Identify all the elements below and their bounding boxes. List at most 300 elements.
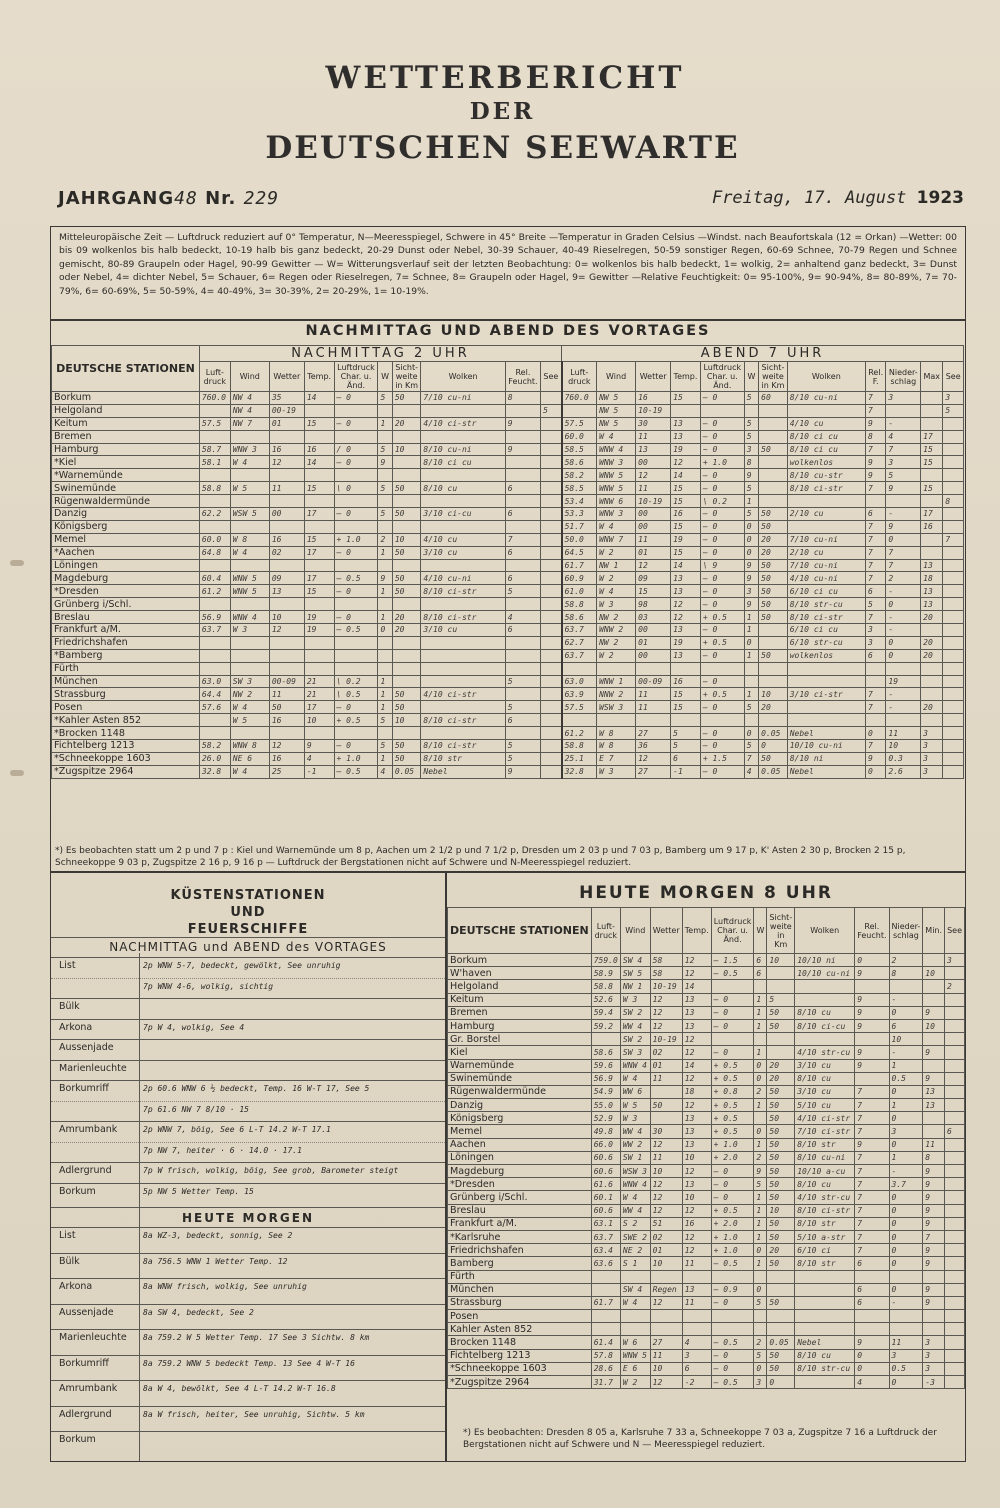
data-cell: 11 (269, 482, 304, 495)
station-name: *Bamberg (52, 649, 200, 662)
data-cell: 16 (682, 1217, 711, 1230)
data-cell: E 7 (597, 752, 636, 765)
heute-col-header: Luftdruck Char. u. Änd. (711, 908, 754, 954)
data-cell: 15 (921, 443, 943, 456)
table-row (52, 688, 964, 701)
data-cell (392, 456, 421, 469)
table-row (448, 1019, 965, 1032)
data-cell (744, 662, 758, 675)
station-name: Grünberg i/Schl. (52, 598, 200, 611)
data-cell: 12 (269, 624, 304, 637)
data-cell: 58.6 (562, 611, 597, 624)
data-cell: WNW 5 (597, 469, 636, 482)
data-cell: — 1.5 (711, 954, 754, 967)
data-cell: 01 (650, 1059, 682, 1072)
data-cell: 01 (636, 546, 671, 559)
vortag-col-header: Sicht-weite in Km (759, 362, 788, 392)
data-cell: 50 (392, 546, 421, 559)
data-cell: 19 (671, 533, 701, 546)
data-cell (945, 1376, 965, 1389)
data-cell: 6 (855, 1257, 889, 1270)
data-cell (269, 469, 304, 482)
data-cell (945, 1283, 965, 1296)
data-cell: 5 (744, 417, 758, 430)
data-cell: WNW 5 (597, 482, 636, 495)
data-cell (767, 1270, 795, 1283)
data-cell: — 0 (334, 611, 378, 624)
data-cell: 19 (671, 636, 701, 649)
data-cell (945, 1033, 965, 1046)
data-cell: 10 (923, 1019, 945, 1032)
data-cell: 50 (759, 508, 788, 521)
kuesten-row (51, 1039, 445, 1060)
data-cell: 6 (505, 508, 540, 521)
data-cell: 3 (921, 740, 943, 753)
data-cell: 4 (378, 765, 392, 778)
data-cell (421, 675, 505, 688)
data-cell: 60.6 (591, 1204, 620, 1217)
data-cell: 26.0 (199, 752, 230, 765)
data-cell: 0 (889, 1283, 923, 1296)
data-cell (541, 598, 562, 611)
data-cell (636, 714, 671, 727)
data-cell (334, 598, 378, 611)
data-cell (671, 714, 701, 727)
data-cell (886, 404, 921, 417)
data-cell: 5/10 cu (795, 1099, 855, 1112)
data-cell: 50 (650, 1099, 682, 1112)
data-cell: 6/10 str-cu (787, 636, 865, 649)
data-cell: 58.2 (562, 469, 597, 482)
data-cell: 13 (671, 430, 701, 443)
data-cell (421, 520, 505, 533)
data-cell: 16 (269, 714, 304, 727)
data-cell: 11 (636, 701, 671, 714)
data-cell: — 0 (334, 740, 378, 753)
data-cell: 8/10 cu-str (787, 469, 865, 482)
data-cell: 7 (923, 1230, 945, 1243)
kuesten-station-name: Amrumbank (59, 1124, 118, 1135)
data-cell: 0.05 (759, 727, 788, 740)
table-row (448, 980, 965, 993)
data-cell (541, 701, 562, 714)
data-cell: 1 (889, 1059, 923, 1072)
data-cell: 8/10 str (795, 1217, 855, 1230)
station-name: Swinemünde (448, 1072, 592, 1085)
data-cell (759, 624, 788, 637)
data-cell: SW 2 (620, 1033, 650, 1046)
table-row (52, 456, 964, 469)
kuesten-observation: 2p WNW 5-7, bedeckt, gewölkt, See unruhig (143, 961, 341, 970)
data-cell: 1 (744, 495, 758, 508)
data-cell: 8/10 str-cu (787, 598, 865, 611)
data-cell: 0 (886, 636, 921, 649)
data-cell: + 0.5 (711, 1204, 754, 1217)
data-cell: 5 (378, 740, 392, 753)
data-cell (230, 495, 269, 508)
data-cell: 00 (636, 508, 671, 521)
data-cell: 8/10 str (795, 1138, 855, 1151)
data-cell: 5 (378, 392, 392, 405)
data-cell: 63.9 (562, 688, 597, 701)
data-cell: W 2 (597, 649, 636, 662)
vortag-col-header: Wolken (787, 362, 865, 392)
data-cell: 1 (754, 1191, 767, 1204)
data-cell (541, 508, 562, 521)
data-cell (505, 598, 540, 611)
data-cell (855, 1323, 889, 1336)
data-cell: 8 (505, 392, 540, 405)
data-cell: 17 (304, 508, 334, 521)
data-cell: 7/10 cu-ni (787, 533, 865, 546)
data-cell: Nebel (795, 1336, 855, 1349)
data-cell: 16 (269, 443, 304, 456)
table-row (52, 701, 964, 714)
data-cell: 13 (682, 1112, 711, 1125)
data-cell: 10 (304, 714, 334, 727)
data-cell (945, 1362, 965, 1375)
data-cell: 2 (378, 533, 392, 546)
data-cell: 12 (682, 1165, 711, 1178)
data-cell (304, 662, 334, 675)
data-cell: 50 (767, 1257, 795, 1270)
data-cell: 7 (865, 688, 885, 701)
table-row (52, 430, 964, 443)
data-cell (945, 1191, 965, 1204)
data-cell (505, 662, 540, 675)
data-cell: 9 (865, 417, 885, 430)
data-cell (541, 727, 562, 740)
data-cell: 50 (767, 1362, 795, 1375)
data-cell (943, 649, 964, 662)
station-name: Keitum (448, 993, 592, 1006)
data-cell (591, 1310, 620, 1323)
data-cell (945, 1151, 965, 1164)
data-cell: 1 (754, 1257, 767, 1270)
data-cell (378, 559, 392, 572)
date-year: 1923 (916, 188, 964, 208)
data-cell: 57.5 (562, 701, 597, 714)
data-cell: 58.9 (591, 967, 620, 980)
data-cell (421, 649, 505, 662)
data-cell: 7 (855, 1217, 889, 1230)
data-cell: 0 (889, 1376, 923, 1389)
data-cell: 3 (923, 1362, 945, 1375)
table-row (448, 1046, 965, 1059)
data-cell: 7 (505, 533, 540, 546)
data-cell: W 4 (620, 1296, 650, 1309)
data-cell (392, 520, 421, 533)
data-cell (923, 980, 945, 993)
kuesten-row (51, 1380, 445, 1406)
data-cell (541, 662, 562, 675)
data-cell (392, 727, 421, 740)
kuesten-row (51, 1121, 445, 1142)
table-row (448, 1376, 965, 1389)
data-cell: 63.4 (591, 1244, 620, 1257)
data-cell (304, 520, 334, 533)
data-cell: 4/10 ci-str (421, 417, 505, 430)
data-cell: 0 (889, 1191, 923, 1204)
data-cell: Nebel (787, 765, 865, 778)
data-cell: — 0 (334, 456, 378, 469)
data-cell: 9 (923, 1072, 945, 1085)
data-cell: SWE 2 (620, 1230, 650, 1243)
station-name: Bremen (52, 430, 200, 443)
data-cell: 20 (767, 1072, 795, 1085)
data-cell (269, 662, 304, 675)
data-cell: + 0.5 (711, 1099, 754, 1112)
data-cell: 3 (744, 443, 758, 456)
data-cell (421, 727, 505, 740)
table-row (448, 1270, 965, 1283)
data-cell (230, 636, 269, 649)
table-row (448, 1125, 965, 1138)
data-cell: 3 (865, 636, 885, 649)
data-cell: 11 (636, 430, 671, 443)
data-cell (334, 649, 378, 662)
data-cell: — 0 (711, 1191, 754, 1204)
data-cell: 9 (923, 1296, 945, 1309)
data-cell: 10-19 (636, 495, 671, 508)
data-cell: 3 (921, 752, 943, 765)
data-cell: 01 (636, 636, 671, 649)
data-cell: 8 (744, 456, 758, 469)
data-cell: 9 (378, 572, 392, 585)
data-cell: 9 (855, 1006, 889, 1019)
data-cell: 11 (682, 1257, 711, 1270)
legend-box (50, 226, 966, 320)
data-cell (421, 469, 505, 482)
data-cell: — 0 (711, 993, 754, 1006)
data-cell: 7 (744, 752, 758, 765)
data-cell (334, 404, 378, 417)
data-cell: 60 (759, 392, 788, 405)
data-cell: 8/10 ci-str (795, 1204, 855, 1217)
data-cell: 4/10 cu-ni (421, 572, 505, 585)
data-cell (767, 1323, 795, 1336)
data-cell: \ 0.2 (334, 675, 378, 688)
data-cell (591, 1323, 620, 1336)
data-cell (505, 649, 540, 662)
vortag-col-header: Luftdruck Char. u. Änd. (334, 362, 378, 392)
data-cell: 12 (682, 967, 711, 980)
station-name: Posen (52, 701, 200, 714)
data-cell (945, 1085, 965, 1098)
data-cell: 36 (636, 740, 671, 753)
data-cell: 50 (392, 392, 421, 405)
data-cell: 5 (505, 585, 540, 598)
data-cell (541, 533, 562, 546)
kuesten-station-name: Borkum (59, 1434, 96, 1445)
station-name: Hamburg (52, 443, 200, 456)
data-cell: W 6 (620, 1336, 650, 1349)
data-cell: 6/10 ci (795, 1244, 855, 1257)
data-cell: 3 (923, 1336, 945, 1349)
data-cell: 11 (923, 1138, 945, 1151)
data-cell (541, 456, 562, 469)
punch-hole (10, 560, 24, 566)
data-cell: 20 (767, 1059, 795, 1072)
data-cell: 9 (923, 1046, 945, 1059)
data-cell (392, 675, 421, 688)
data-cell: 20 (921, 611, 943, 624)
data-cell: 1 (378, 701, 392, 714)
data-cell (230, 727, 269, 740)
station-name: Friedrichshafen (52, 636, 200, 649)
data-cell: 8/10 cu-ni (795, 1151, 855, 1164)
data-cell: 10 (650, 1165, 682, 1178)
data-cell: 13 (923, 1099, 945, 1112)
data-cell (923, 1270, 945, 1283)
data-cell: 14 (682, 980, 711, 993)
data-cell: 5 (541, 404, 562, 417)
data-cell: 13 (671, 624, 701, 637)
data-cell: 5 (744, 701, 758, 714)
data-cell: 3 (744, 585, 758, 598)
data-cell: 20 (767, 1244, 795, 1257)
data-cell (199, 714, 230, 727)
data-cell: 3 (886, 392, 921, 405)
data-cell (855, 1033, 889, 1046)
data-cell: 1 (378, 585, 392, 598)
data-cell: — 0 (700, 572, 744, 585)
table-row (52, 404, 964, 417)
data-cell: 14 (304, 456, 334, 469)
data-cell: 12 (650, 1191, 682, 1204)
data-cell (671, 404, 701, 417)
data-cell: 9 (855, 967, 889, 980)
data-cell: 7 (855, 1085, 889, 1098)
data-cell (943, 611, 964, 624)
data-cell (943, 675, 964, 688)
data-cell: 0.5 (889, 1072, 923, 1085)
data-cell: NW 4 (230, 392, 269, 405)
data-cell: 0.05 (759, 765, 788, 778)
data-cell: wolkenlos (787, 649, 865, 662)
data-cell (505, 469, 540, 482)
data-cell: 02 (269, 546, 304, 559)
data-cell: NW 2 (597, 636, 636, 649)
data-cell: 8/10 ci-str (421, 740, 505, 753)
data-cell: WW 4 (620, 1125, 650, 1138)
data-cell: 12 (269, 740, 304, 753)
vortag-col-header: Max (921, 362, 943, 392)
data-cell: 0 (889, 1244, 923, 1257)
data-cell: WW 2 (620, 1138, 650, 1151)
data-cell: 1 (754, 1046, 767, 1059)
data-cell (767, 1283, 795, 1296)
data-cell: SW 3 (620, 1046, 650, 1059)
data-cell: 3 (921, 765, 943, 778)
data-cell: 00 (636, 624, 671, 637)
data-cell: 61.2 (562, 727, 597, 740)
station-name: Kiel (448, 1046, 592, 1059)
data-cell: 60.1 (591, 1191, 620, 1204)
table-row (448, 1336, 965, 1349)
table-row (52, 714, 964, 727)
data-cell: 15 (304, 417, 334, 430)
kuesten-title-1: KÜSTENSTATIONEN (170, 888, 326, 903)
data-cell: 20 (921, 649, 943, 662)
data-cell: 10 (392, 443, 421, 456)
kuesten-observation: 8a W frisch, heiter, See unruhig, Sichtw. 5 km (143, 1409, 365, 1419)
data-cell (945, 1349, 965, 1362)
data-cell: — 0 (334, 392, 378, 405)
data-cell: 9 (865, 752, 885, 765)
data-cell (795, 993, 855, 1006)
data-cell: + 1.5 (700, 752, 744, 765)
data-cell (945, 1019, 965, 1032)
data-cell: 49.8 (591, 1125, 620, 1138)
data-cell: 3 (923, 1349, 945, 1362)
data-cell: 7 (865, 559, 885, 572)
kuesten-station-name: Adlergrund (59, 1408, 112, 1420)
data-cell: 62.7 (562, 636, 597, 649)
data-cell: 5 (378, 508, 392, 521)
data-cell (591, 1283, 620, 1296)
data-cell: 6 (505, 482, 540, 495)
data-cell (650, 1310, 682, 1323)
data-cell (943, 740, 964, 753)
data-cell: 1 (754, 1138, 767, 1151)
table-row (52, 752, 964, 765)
data-cell: W 2 (620, 1376, 650, 1389)
data-cell: — 0 (711, 1362, 754, 1375)
data-cell: W 3 (597, 765, 636, 778)
data-cell: 50 (392, 508, 421, 521)
data-cell: 58.8 (562, 598, 597, 611)
data-cell (269, 598, 304, 611)
data-cell (795, 1376, 855, 1389)
kuesten-station-name: List (59, 960, 76, 971)
data-cell: 15 (671, 546, 701, 559)
data-cell: 20 (392, 611, 421, 624)
data-cell: 13 (682, 993, 711, 1006)
data-cell: 7/10 cu-ni (787, 559, 865, 572)
data-cell: 2/10 cu (787, 546, 865, 559)
data-cell: 7 (855, 1204, 889, 1217)
data-cell (943, 727, 964, 740)
station-name: Breslau (52, 611, 200, 624)
data-cell: - (886, 585, 921, 598)
data-cell: 11 (889, 1336, 923, 1349)
data-cell: W 8 (230, 533, 269, 546)
data-cell: 1 (754, 1230, 767, 1243)
data-cell: - (886, 701, 921, 714)
data-cell (421, 636, 505, 649)
data-cell: 63.6 (591, 1257, 620, 1270)
data-cell: 50 (767, 1178, 795, 1191)
table-row (52, 662, 964, 675)
data-cell (562, 404, 597, 417)
kuesten-station-name: Borkum (59, 1185, 96, 1197)
data-cell: 0 (754, 1125, 767, 1138)
data-cell: 4/10 ci-str (795, 1112, 855, 1125)
data-cell: 1 (889, 1151, 923, 1164)
data-cell: 6 (889, 1019, 923, 1032)
data-cell (921, 546, 943, 559)
data-cell: — 0 (700, 482, 744, 495)
data-cell (945, 1059, 965, 1072)
data-cell: 4/10 ci-str (421, 688, 505, 701)
station-name: *Kahler Asten 852 (52, 714, 200, 727)
data-cell (754, 1270, 767, 1283)
data-cell (923, 1323, 945, 1336)
station-name: Breslau (448, 1204, 592, 1217)
data-cell: 8/10 cu (795, 1349, 855, 1362)
data-cell: 60.6 (591, 1165, 620, 1178)
